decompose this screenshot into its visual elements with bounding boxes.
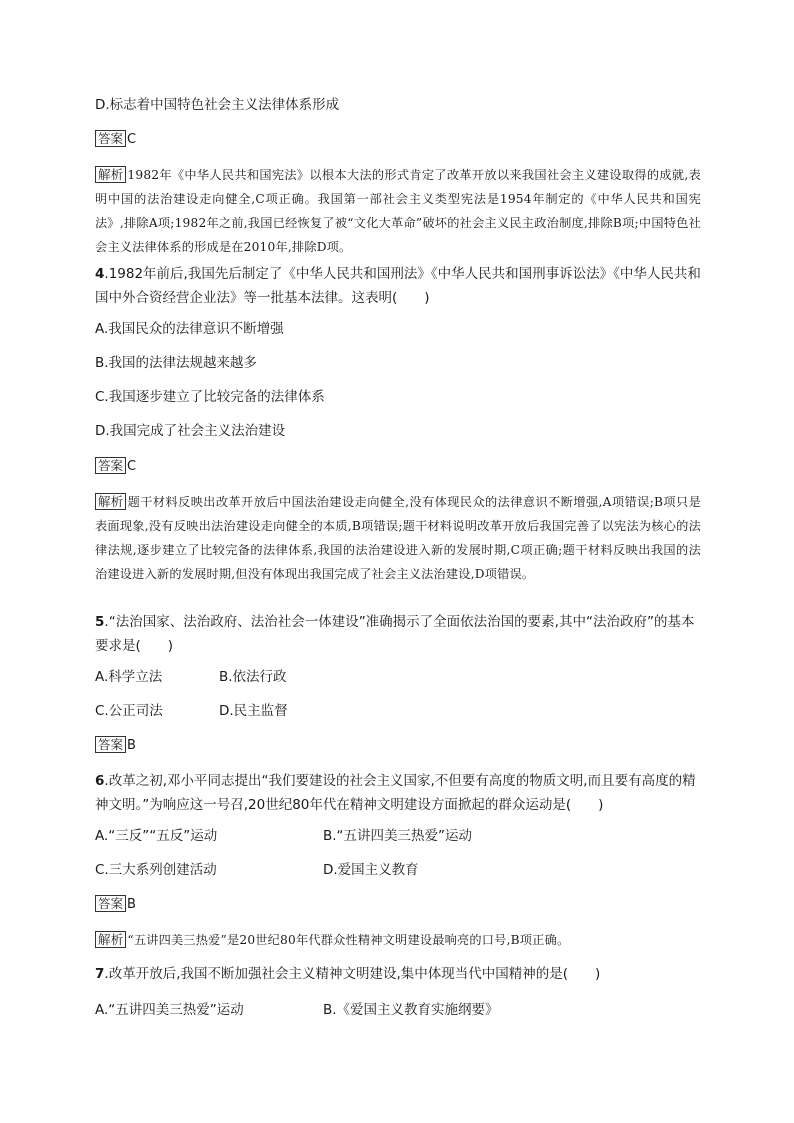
q4-option-d: D.我国完成了社会主义法治建设: [95, 423, 286, 439]
q4-number: 4: [95, 266, 105, 282]
q6-analysis-text: “五讲四美三热爱”是20世纪80年代群众性精神文明建设最响亮的口号,B项正确。: [127, 933, 570, 947]
answer-tag: 答案: [95, 895, 126, 912]
q6-option-d: D.爱国主义教育: [323, 862, 419, 878]
q4-analysis: [95, 490, 701, 586]
q5-answer: [95, 736, 136, 755]
q4-stem: [95, 262, 701, 310]
q5-option-c: C.公正司法: [95, 703, 163, 719]
q7-stem: [95, 962, 701, 986]
q6-number: 6: [95, 773, 105, 789]
q6-answer: [95, 895, 136, 914]
q5-option-b: B.依法行政: [219, 669, 287, 685]
q6-stem: [95, 769, 701, 817]
q3-option-d: D.标志着中国特色社会主义法律体系形成: [95, 97, 340, 113]
q5-stem: [95, 610, 701, 658]
analysis-tag: 解析: [95, 493, 126, 510]
q7-option-a: A.“五讲四美三热爱”运动: [95, 1002, 244, 1018]
q7-number: 7: [95, 966, 105, 982]
q3-answer: [95, 130, 136, 149]
q6-analysis: [95, 928, 701, 952]
q4-option-b: B.我国的法律法规越来越多: [95, 355, 258, 371]
q5-option-d: D.民主监督: [219, 703, 288, 719]
q6-option-c: C.三大系列创建活动: [95, 862, 217, 878]
q6-answer-value: B: [127, 897, 136, 912]
q5-stem-text: .“法治国家、法治政府、法治社会一体建设”准确揭示了全面依法治国的要素,其中“法治政府”的基本要求是( ): [95, 614, 695, 654]
answer-tag: 答案: [95, 457, 126, 474]
q5-option-a: A.科学立法: [95, 669, 163, 685]
q7-stem-text: .改革开放后,我国不断加强社会主义精神文明建设,集中体现当代中国精神的是( ): [104, 966, 601, 982]
q3-analysis-text: 1982年《中华人民共和国宪法》以根本大法的形式肯定了改革开放以来我国社会主义建设取得的成就,表明中国的法治建设走向健全,C项正确。我国第一部社会主义类型宪法是1954年制定的《中华人民共和国宪法》,排除A项;1982年之前,我国已经恢复了被“文化大革命”破坏的社会主义民主政治制度,排除B项;中国特色社会主义法律体系的形成是在2010年,排除D项。: [95, 168, 701, 254]
q4-option-c: C.我国逐步建立了比较完备的法律体系: [95, 389, 325, 405]
q4-answer-value: C: [127, 459, 137, 474]
q4-analysis-text: 题干材料反映出改革开放后中国法治建设走向健全,没有体现民众的法律意识不断增强,A项错误;B项只是表面现象,没有反映出法治建设走向健全的本质,B项错误;题干材料说明改革开放后我国完善了以宪法为核心的法律法规,逐步建立了比较完备的法律体系,我国的法治建设进入新的发展时期,C项正确;题干材料反映出我国的法治建设进入新的发展时期,但没有体现出我国完成了社会主义法治建设,D项错误。: [95, 495, 701, 581]
q5-answer-value: B: [127, 738, 136, 753]
q4-stem-text: .1982年前后,我国先后制定了《中华人民共和国刑法》《中华人民共和国刑事诉讼法》《中华人民共和国中外合资经营企业法》等一批基本法律。这表明( ): [95, 266, 701, 306]
answer-tag: 答案: [95, 736, 126, 753]
q6-option-b: B.“五讲四美三热爱”运动: [323, 828, 473, 844]
q3-analysis: [95, 163, 701, 259]
analysis-tag: 解析: [95, 931, 126, 948]
answer-tag: 答案: [95, 130, 126, 147]
q6-stem-text: .改革之初,邓小平同志提出“我们要建设的社会主义国家,不但要有高度的物质文明,而且要有高度的精神文明。”为响应这一号召,20世纪80年代在精神文明建设方面掀起的群众运动是( ): [95, 773, 696, 813]
q6-option-a: A.“三反”“五反”运动: [95, 828, 218, 844]
analysis-tag: 解析: [95, 166, 126, 183]
q7-option-b: B.《爱国主义教育实施纲要》: [323, 1002, 499, 1018]
q5-number: 5: [95, 614, 105, 630]
q4-answer: [95, 457, 136, 476]
q4-option-a: A.我国民众的法律意识不断增强: [95, 321, 284, 337]
q3-answer-value: C: [127, 132, 137, 147]
